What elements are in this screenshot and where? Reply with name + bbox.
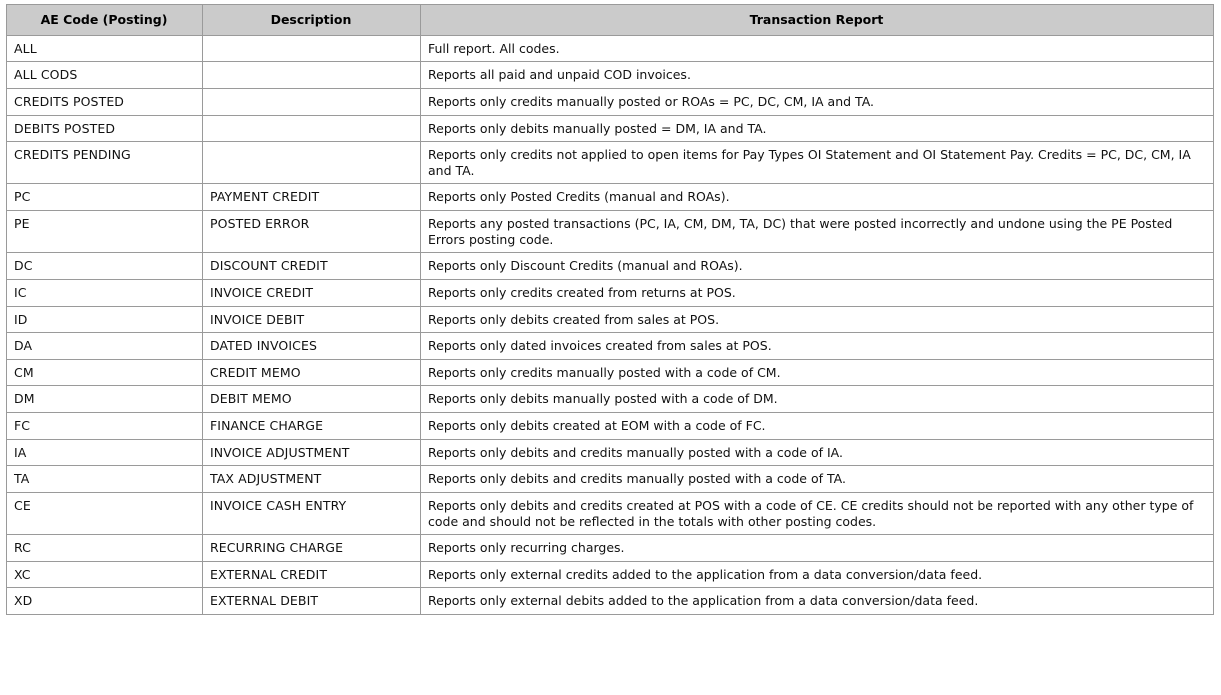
cell-transaction-report: Reports only Discount Credits (manual and ROAs). — [421, 253, 1214, 280]
cell-ae-code: PC — [7, 184, 203, 211]
table-row — [7, 88, 1214, 115]
cell-transaction-report: Reports only dated invoices created from sales at POS. — [421, 333, 1214, 360]
table-row — [7, 62, 1214, 89]
table-row — [7, 333, 1214, 360]
cell-ae-code: XD — [7, 588, 203, 615]
table-row — [7, 211, 1214, 253]
cell-ae-code: DM — [7, 386, 203, 413]
cell-ae-code: ALL CODS — [7, 62, 203, 89]
table-row — [7, 35, 1214, 62]
table-row — [7, 561, 1214, 588]
table-row — [7, 142, 1214, 184]
cell-transaction-report: Reports only credits manually posted with a code of CM. — [421, 359, 1214, 386]
cell-description: TAX ADJUSTMENT — [203, 466, 421, 493]
cell-ae-code: CREDITS POSTED — [7, 88, 203, 115]
table-row — [7, 439, 1214, 466]
cell-description: INVOICE CASH ENTRY — [203, 492, 421, 534]
table-row — [7, 466, 1214, 493]
cell-description: DATED INVOICES — [203, 333, 421, 360]
table-row — [7, 115, 1214, 142]
cell-ae-code: PE — [7, 211, 203, 253]
cell-transaction-report: Reports all paid and unpaid COD invoices. — [421, 62, 1214, 89]
cell-ae-code: CM — [7, 359, 203, 386]
cell-transaction-report: Reports any posted transactions (PC, IA, CM, DM, TA, DC) that were posted incorrectly and undone using the PE Posted Errors posting code. — [421, 211, 1214, 253]
cell-description: CREDIT MEMO — [203, 359, 421, 386]
table-row — [7, 306, 1214, 333]
cell-transaction-report: Reports only external credits added to the application from a data conversion/data feed. — [421, 561, 1214, 588]
table-row — [7, 535, 1214, 562]
table-header-row — [7, 5, 1214, 36]
cell-description: EXTERNAL DEBIT — [203, 588, 421, 615]
cell-ae-code: CE — [7, 492, 203, 534]
cell-description: DEBIT MEMO — [203, 386, 421, 413]
column-header-description: Description — [203, 5, 421, 36]
cell-transaction-report: Reports only debits and credits manually posted with a code of IA. — [421, 439, 1214, 466]
cell-transaction-report: Reports only debits created at EOM with a code of FC. — [421, 413, 1214, 440]
table-row — [7, 253, 1214, 280]
table-row — [7, 588, 1214, 615]
cell-transaction-report: Reports only debits manually posted = DM, IA and TA. — [421, 115, 1214, 142]
cell-description: POSTED ERROR — [203, 211, 421, 253]
cell-transaction-report: Reports only credits not applied to open items for Pay Types OI Statement and OI Statement Pay. Credits = PC, DC, CM, IA and TA. — [421, 142, 1214, 184]
cell-description: INVOICE DEBIT — [203, 306, 421, 333]
cell-transaction-report: Reports only recurring charges. — [421, 535, 1214, 562]
cell-description: FINANCE CHARGE — [203, 413, 421, 440]
cell-description: DISCOUNT CREDIT — [203, 253, 421, 280]
cell-transaction-report: Reports only debits created from sales at POS. — [421, 306, 1214, 333]
cell-description — [203, 142, 421, 184]
cell-ae-code: IA — [7, 439, 203, 466]
cell-description: INVOICE CREDIT — [203, 279, 421, 306]
cell-ae-code: DA — [7, 333, 203, 360]
cell-description — [203, 88, 421, 115]
cell-ae-code: DC — [7, 253, 203, 280]
cell-description: PAYMENT CREDIT — [203, 184, 421, 211]
table-row — [7, 184, 1214, 211]
cell-ae-code: XC — [7, 561, 203, 588]
cell-description — [203, 35, 421, 62]
cell-transaction-report: Reports only debits and credits created at POS with a code of CE. CE credits should not be reported with any other type of code and should not be reflected in the totals with other posting codes. — [421, 492, 1214, 534]
cell-transaction-report: Reports only credits created from returns at POS. — [421, 279, 1214, 306]
cell-ae-code: IC — [7, 279, 203, 306]
cell-ae-code: FC — [7, 413, 203, 440]
cell-ae-code: ID — [7, 306, 203, 333]
cell-transaction-report: Reports only debits and credits manually posted with a code of TA. — [421, 466, 1214, 493]
cell-description: EXTERNAL CREDIT — [203, 561, 421, 588]
bottom-spacer — [6, 615, 1215, 623]
cell-transaction-report: Reports only credits manually posted or ROAs = PC, DC, CM, IA and TA. — [421, 88, 1214, 115]
column-header-transaction-report: Transaction Report — [421, 5, 1214, 36]
cell-description: INVOICE ADJUSTMENT — [203, 439, 421, 466]
cell-transaction-report: Reports only debits manually posted with a code of DM. — [421, 386, 1214, 413]
cell-transaction-report: Reports only Posted Credits (manual and ROAs). — [421, 184, 1214, 211]
column-header-ae-code: AE Code (Posting) — [7, 5, 203, 36]
table-body — [7, 35, 1214, 614]
table-header — [7, 5, 1214, 36]
table-row — [7, 359, 1214, 386]
cell-ae-code: RC — [7, 535, 203, 562]
table-row — [7, 279, 1214, 306]
cell-transaction-report: Reports only external debits added to the application from a data conversion/data feed. — [421, 588, 1214, 615]
table-row — [7, 386, 1214, 413]
cell-ae-code: CREDITS PENDING — [7, 142, 203, 184]
cell-transaction-report: Full report. All codes. — [421, 35, 1214, 62]
table-row — [7, 492, 1214, 534]
cell-ae-code: TA — [7, 466, 203, 493]
cell-ae-code: DEBITS POSTED — [7, 115, 203, 142]
cell-description — [203, 115, 421, 142]
ae-code-reference-table — [6, 4, 1214, 615]
cell-description: RECURRING CHARGE — [203, 535, 421, 562]
table-row — [7, 413, 1214, 440]
cell-description — [203, 62, 421, 89]
cell-ae-code: ALL — [7, 35, 203, 62]
